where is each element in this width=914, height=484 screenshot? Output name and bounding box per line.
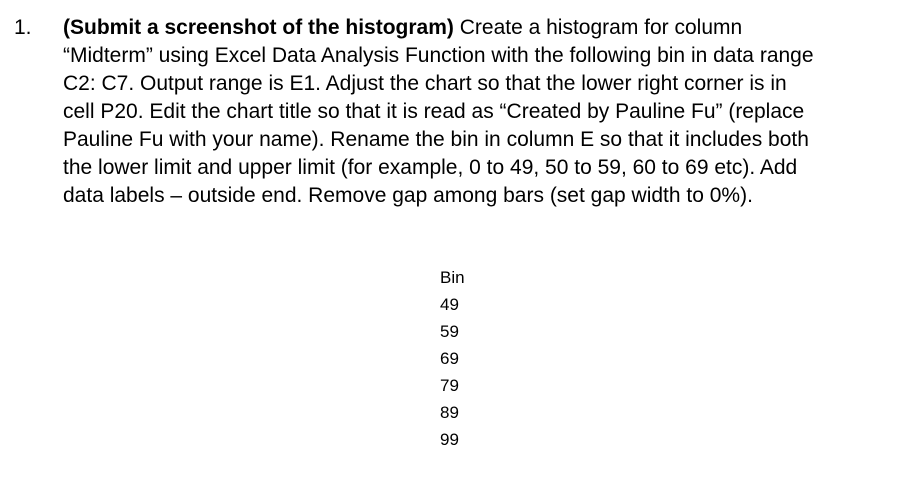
bin-header: Bin [440,268,465,287]
bin-value: 99 [440,430,459,449]
question-line-3: C2: C7. Output range is E1. Adjust the chart so that the lower right corner is in [63,72,787,95]
bin-value: 59 [440,322,459,341]
question-line-1 [63,14,893,42]
question-line-7: data labels – outside end. Remove gap among bars (set gap width to 0%). [63,184,753,207]
bin-value: 89 [440,403,459,422]
question-line-6: the lower limit and upper limit (for example, 0 to 49, 50 to 59, 60 to 69 etc). Add [63,156,798,179]
question-line-1-text: Create a histogram for column [453,16,743,39]
bin-table [440,264,465,453]
question-line-2: “Midterm” using Excel Data Analysis Function with the following bin in data range [63,44,814,67]
bin-value: 69 [440,349,459,368]
bin-value: 79 [440,376,459,395]
question-line-5: Pauline Fu with your name). Rename the bin in column E so that it includes both [63,128,809,151]
question-number: 1. [14,16,32,39]
question-text [63,14,893,210]
question-bold-prefix: (Submit a screenshot of the histogram) [63,16,454,39]
question-line-4: cell P20. Edit the chart title so that it is read as “Created by Pauline Fu” (replace [63,100,805,123]
bin-value: 49 [440,295,459,314]
